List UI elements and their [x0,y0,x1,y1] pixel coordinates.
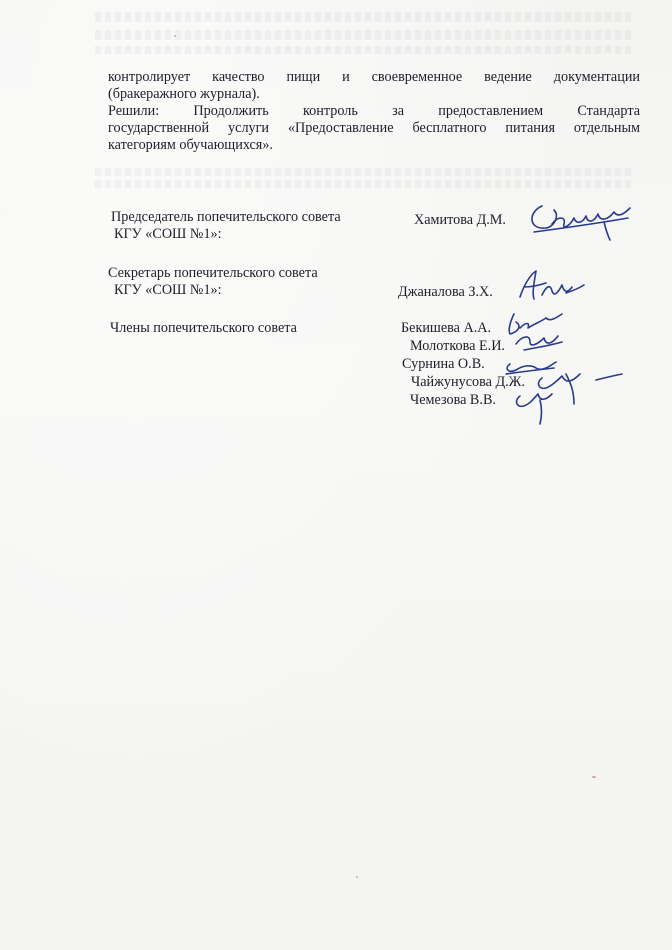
member-name: Молоткова Е.И. [410,338,505,354]
member-name: Бекишева А.А. [401,320,492,336]
secretary-name: Джаналова З.Х. [398,284,493,300]
chairman-title: Председатель попечительского совета [111,209,341,225]
paragraph-line: контролирует качество пищи и своевременное ведение документации [108,69,640,85]
member-name: Чемезова В.В. [410,392,496,408]
bleed-through-shadow [95,12,632,22]
scan-speck [592,776,596,778]
paragraph-line: (бракеражного журнала). [108,86,260,102]
bleed-through-shadow [95,46,632,54]
paragraph-decision [108,103,640,154]
secretary-title: Секретарь попечительского совета [108,265,318,281]
scan-speck [174,35,176,37]
members-title: Члены попечительского совета [110,320,297,336]
member-name: Чайжунусова Д.Ж. [411,374,525,390]
member-name: Сурнина О.В. [402,356,485,372]
paragraph-line: категориям обучающихся». [108,137,273,153]
paragraph-line: государственной услуги «Предоставление бесплатного питания отдельным [108,120,640,136]
secretary-signature [510,265,590,307]
members-signatures [500,308,630,428]
chairman-signature [524,198,636,242]
bleed-through-shadow [95,168,632,176]
scan-speck [356,876,358,878]
paragraph-quality-control [108,69,640,103]
bleed-through-shadow [95,180,632,188]
paragraph-line: Решили: Продолжить контроль за предоставлением Стандарта [108,103,640,119]
chairman-organization: КГУ «СОШ №1»: [114,226,222,242]
secretary-organization: КГУ «СОШ №1»: [114,282,222,298]
chairman-name: Хамитова Д.М. [414,212,506,228]
